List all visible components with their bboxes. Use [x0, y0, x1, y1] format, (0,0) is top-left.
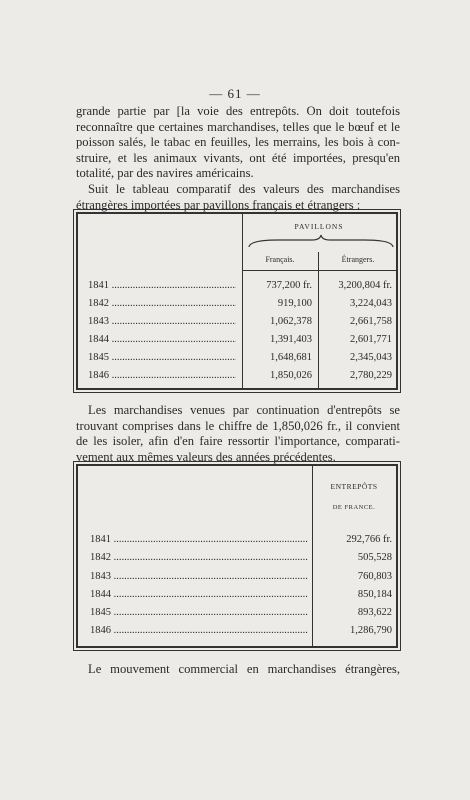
year-cell: 1841 ..... — [88, 280, 236, 291]
value-cell: 893,622 — [357, 607, 392, 619]
text-line: Le mouvement commercial en marchandises étrangères, — [88, 662, 400, 676]
etrangers-cell: 2,345,043 — [350, 352, 392, 363]
year-cell: 1844 ..... — [90, 589, 308, 600]
table-row — [78, 607, 396, 625]
value-cell: 1,286,790 — [350, 625, 392, 637]
year-cell: 1841 ..... — [90, 534, 308, 545]
text-line: reconnaître que certaines marchandises, telles que le bœuf et le — [76, 119, 400, 134]
table-row — [78, 625, 396, 643]
table-row — [78, 298, 396, 316]
value-cell: 505,528 — [357, 552, 392, 564]
francais-cell: 737,200 fr. — [266, 280, 312, 291]
etrangers-cell: 3,200,804 fr. — [338, 280, 392, 291]
year-cell: 1845 ..... — [88, 352, 236, 363]
year-cell: 1843 ..... — [90, 571, 308, 582]
entrepots-table — [76, 464, 398, 648]
page-number: — 61 — — [209, 86, 261, 101]
text-line: Les marchandises venues par continuation d'entrepôts se — [88, 403, 400, 417]
column-header-entrepots: ENTREPÔTS — [330, 482, 378, 491]
year-cell: 1846 ..... — [90, 625, 308, 636]
table-row — [78, 589, 396, 607]
year-cell: 1843 ..... — [88, 316, 236, 327]
francais-cell: 1,062,378 — [270, 316, 312, 327]
table-row — [78, 552, 396, 570]
text-line: étrangères importées par pavillons français et étrangers : — [76, 197, 361, 212]
header-rule — [242, 270, 396, 271]
paragraph-4 — [76, 662, 400, 678]
etrangers-cell: 2,601,771 — [350, 334, 392, 345]
francais-cell: 919,100 — [277, 298, 312, 309]
table-row — [78, 370, 396, 388]
text-line: poisson salés, le tabac en feuilles, les merrains, les bois à con- — [76, 135, 400, 150]
year-cell: 1844 ..... — [88, 334, 236, 345]
francais-cell: 1,391,403 — [270, 334, 312, 345]
value-cell: 850,184 — [357, 588, 392, 600]
year-cell: 1845 ..... — [90, 607, 308, 618]
etrangers-cell: 2,661,758 — [350, 316, 392, 327]
etrangers-cell: 3,224,043 — [350, 298, 392, 309]
etrangers-cell: 2,780,229 — [350, 370, 392, 381]
table-row — [78, 534, 396, 552]
column-subheader: DE FRANCE. — [332, 504, 376, 511]
year-cell: 1846 ..... — [88, 370, 236, 381]
table-row — [78, 316, 396, 334]
year-cell: 1842 ..... — [88, 298, 236, 309]
value-cell: 292,766 fr. — [346, 534, 392, 545]
paragraph-1 — [76, 104, 400, 182]
paragraph-2 — [76, 182, 400, 213]
text-line: Suit le tableau comparatif des valeurs des marchandises — [88, 182, 400, 196]
brace-icon — [248, 234, 394, 248]
pavillons-table — [76, 212, 398, 390]
francais-cell: 1,850,026 — [270, 370, 312, 381]
text-line: grande partie par [la voie des entrepôts. On doit toutefois — [76, 104, 400, 118]
table-row — [78, 571, 396, 589]
table-row — [78, 280, 396, 298]
column-header-etrangers: Étrangers. — [341, 255, 375, 264]
text-line: vement aux mêmes valeurs des années précédentes. — [76, 449, 336, 464]
year-cell: 1842 ..... — [90, 552, 308, 563]
francais-cell: 1,648,681 — [270, 352, 312, 363]
value-cell: 760,803 — [357, 570, 392, 582]
paragraph-3 — [76, 403, 400, 465]
text-line: struire, et les animaux vivants, ont été importées, presqu'en — [76, 150, 400, 165]
group-header: PAVILLONS — [294, 222, 344, 231]
text-line: trouvant comprises dans le chiffre de 1,850,026 fr., il convient — [76, 418, 400, 433]
table-row — [78, 352, 396, 370]
text-line: totalité, par des navires américains. — [76, 166, 254, 181]
table-row — [78, 334, 396, 352]
text-line: de les isoler, afin d'en faire ressortir l'importance, comparati- — [76, 434, 400, 449]
column-header-francais: Français. — [265, 255, 295, 264]
